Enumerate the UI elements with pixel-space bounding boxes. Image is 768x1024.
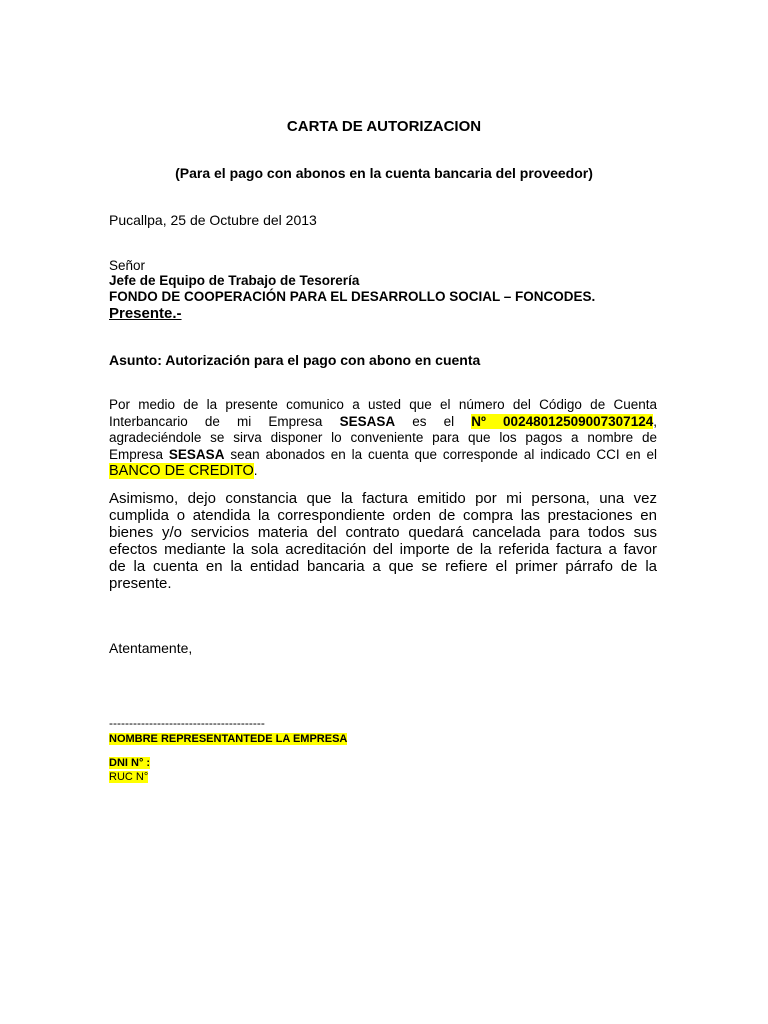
- paragraph1-line4-prefix: Empresa: [109, 446, 169, 462]
- subject-line: Asunto: Autorización para el pago con abono en cuenta: [109, 352, 481, 368]
- letter-subtitle: (Para el pago con abonos en la cuenta bancaria del proveedor): [175, 165, 593, 181]
- paragraph1-line5: [109, 463, 657, 480]
- recipient-salutation: Señor: [109, 258, 146, 273]
- paragraph1-line2-mid: es el: [395, 413, 472, 429]
- account-number-last-digit: 4: [645, 413, 654, 429]
- ruc-label: RUC N°: [109, 771, 149, 783]
- signature-line: ---------------------------------------: [109, 716, 265, 730]
- paragraph-authorization: [109, 397, 657, 480]
- account-number: [471, 414, 653, 429]
- recipient-organization: FONDO DE COOPERACIÓN PARA EL DESARROLLO SOCIAL – FONCODES.: [109, 289, 596, 304]
- representative-name-label: NOMBRE REPRESENTANTEDE LA EMPRESA: [109, 733, 348, 745]
- account-number-main: Nº 0024801250900730712: [471, 413, 646, 429]
- paragraph1-line2-prefix: Interbancario de mi Empresa: [109, 413, 340, 429]
- paragraph1-line3: agradeciéndole se sirva disponer lo conveniente para que los pagos a nombre de: [109, 430, 657, 445]
- paragraph2-line1: Asimismo, dejo constancia que la factura emitido por mi persona, una vez: [109, 490, 657, 507]
- company-name: SESASA: [339, 413, 396, 429]
- recipient-position: Jefe de Equipo de Trabajo de Tesorería: [109, 273, 360, 288]
- paragraph1-line2: [109, 414, 657, 431]
- paragraph2-line5: de la cuenta en la entidad bancaria a que se refiere el primer párrafo de la: [109, 558, 657, 575]
- paragraph1-line4-suffix: sean abonados en la cuenta que corresponde al indicado CCI en el: [224, 446, 657, 462]
- paragraph2-line2: cumplida o atendida la correspondiente orden de compra las prestaciones en: [109, 507, 657, 524]
- letter-title: CARTA DE AUTORIZACION: [286, 118, 482, 135]
- paragraph2-line3: bienes y/o servicios materia del contrato quedará cancelada para todos sus: [109, 524, 657, 541]
- dni-label: DNI N° :: [109, 757, 151, 769]
- paragraph1-line1: Por medio de la presente comunico a usted que el número del Código de Cuenta: [109, 397, 657, 412]
- date-line: Pucallpa, 25 de Octubre del 2013: [109, 212, 317, 228]
- closing: Atentamente,: [109, 640, 193, 656]
- presente-label: Presente.-: [109, 305, 182, 322]
- bank-name: BANCO DE CREDITO: [109, 463, 254, 479]
- paragraph2-line4: efectos mediante la sola acreditación del importe de la referida factura a favor: [109, 541, 657, 558]
- company-name-2: SESASA: [168, 446, 225, 462]
- paragraph1-line4: [109, 447, 657, 464]
- bank-suffix: .: [253, 463, 258, 478]
- paragraph2-line6: presente.: [109, 575, 172, 592]
- paragraph-invoice: [109, 490, 657, 592]
- paragraph1-line2-suffix: ,: [653, 413, 657, 429]
